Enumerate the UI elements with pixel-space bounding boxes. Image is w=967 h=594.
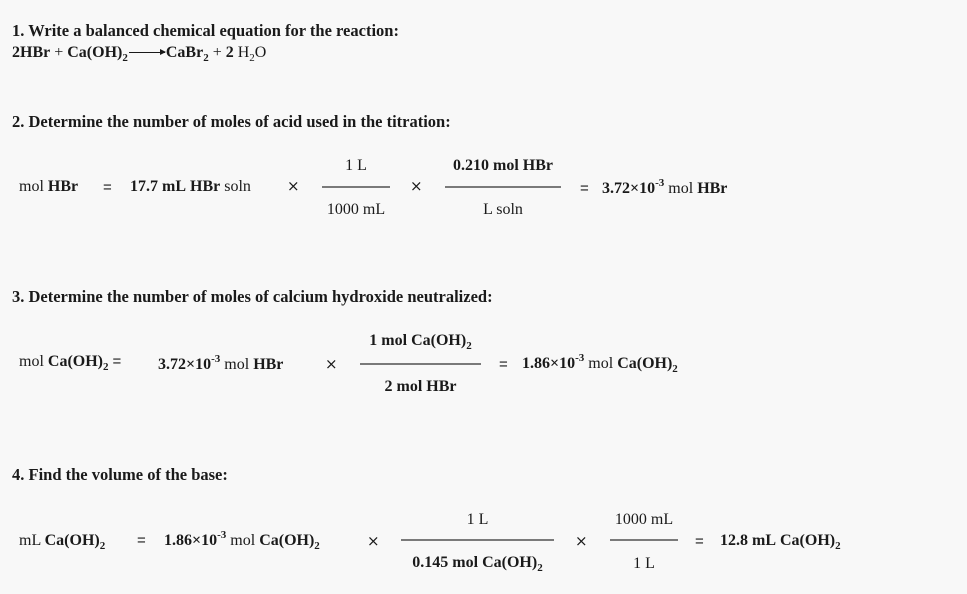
step3-f1-denominator: 2 mol HBr — [384, 378, 457, 395]
step2-result: $3.72\times 10^{-3}$ mol HBr — [602, 177, 728, 197]
step4-equals: = — [137, 532, 146, 549]
step2-lhs: mol HBr — [19, 178, 79, 195]
step3-f1-numerator: 1 mol $Ca(OH)_2$ — [369, 332, 472, 352]
step3-lhs: mol $Ca(OH)_2$ = — [19, 353, 122, 373]
step2-equals: = — [103, 179, 112, 196]
step4-f2-numerator: 1000 mL — [614, 511, 674, 528]
multiply-sign: × — [325, 355, 338, 373]
step3-result: $1.86\times 10^{-3}$ mol $Ca(OH)_2$ — [522, 352, 678, 375]
multiply-sign: × — [575, 532, 588, 550]
step2-f2-denominator: L soln — [483, 201, 523, 218]
step2-heading: 2. Determine the number of moles of acid used in the titration: — [12, 112, 451, 131]
balanced-equation: $2HBr + Ca(OH)_2$ CaBr$_2$ + 2 $H_2O$ — [12, 44, 267, 64]
fraction-bar — [445, 186, 561, 188]
multiply-sign: × — [367, 532, 380, 550]
step2-f1-denominator: 1000 mL — [326, 201, 386, 218]
step2-equals: = — [580, 180, 589, 197]
step4-lhs: mL $Ca(OH)_2$ — [19, 532, 106, 552]
multiply-sign: × — [287, 177, 300, 195]
step4-f2-denominator: 1 L — [633, 555, 655, 572]
step2-f2-numerator: 0.210 mol HBr — [453, 157, 553, 174]
step4-result: 12.8 mL $Ca(OH)_2$ — [720, 532, 841, 552]
step3-heading: 3. Determine the number of moles of calcium hydroxide neutralized: — [12, 287, 493, 306]
fraction-bar — [322, 186, 390, 188]
step1-heading: 1. Write a balanced chemical equation for the reaction: — [12, 21, 399, 40]
fraction-bar — [610, 539, 678, 541]
step3-given: $3.72\times 10^{-3}$ mol HBr — [158, 353, 284, 373]
fraction-bar — [360, 363, 481, 365]
step4-heading: 4. Find the volume of the base: — [12, 465, 228, 484]
step4-equals: = — [695, 533, 704, 550]
step4-f1-denominator: 0.145 mol $Ca(OH)_2$ — [412, 554, 543, 574]
step2-f1-numerator: 1 L — [345, 157, 367, 174]
multiply-sign: × — [410, 177, 423, 195]
fraction-bar — [401, 539, 554, 541]
step3-equals: = — [499, 356, 508, 373]
reaction-arrow-icon — [129, 52, 165, 53]
step4-given: $1.86\times 10^{-3}$ mol $Ca(OH)_2$ — [164, 529, 320, 552]
step2-given: 17.7 mL HBr soln — [130, 178, 251, 195]
step4-f1-numerator: 1 L — [466, 511, 489, 528]
